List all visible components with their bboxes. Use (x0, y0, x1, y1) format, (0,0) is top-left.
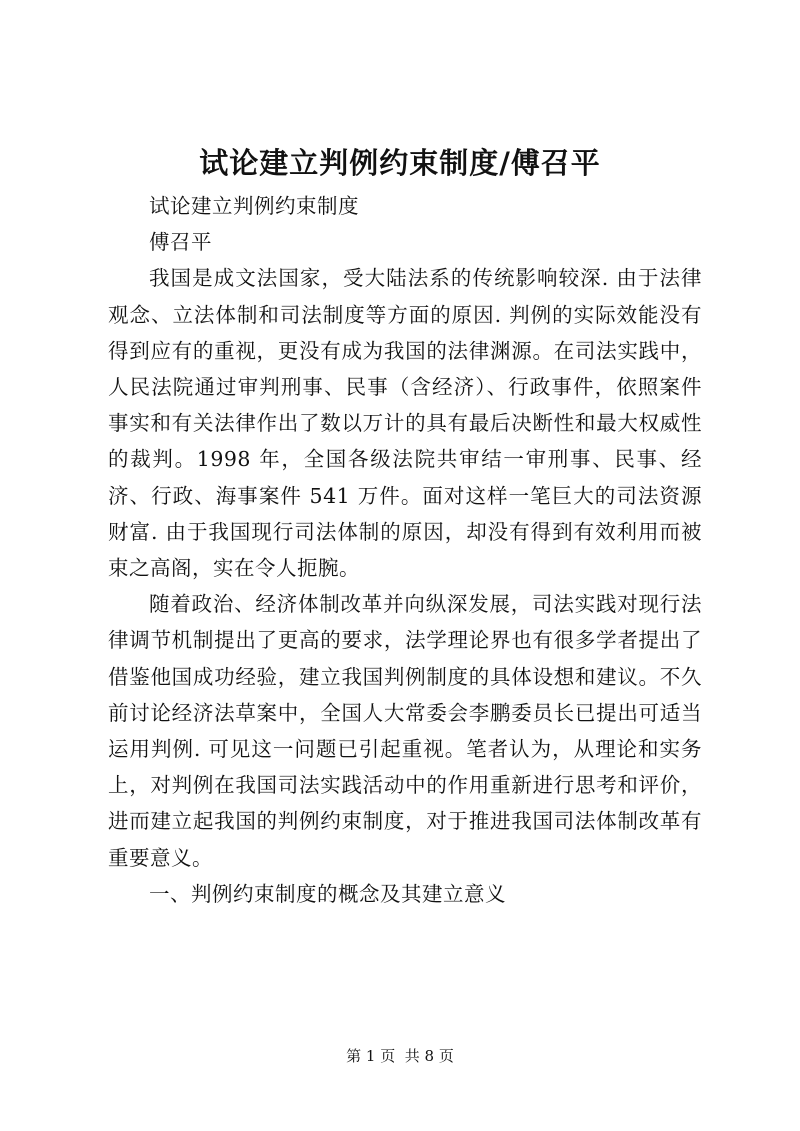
page-footer (0, 1046, 800, 1066)
document-title: 试论建立判例约束制度/傅召平 (199, 146, 601, 180)
paragraph-1: 我国是成文法国家，受大陆法系的传统影响较深. 由于法律观念、立法体制和司法制度等方面的原因. 判例的实际效能没有得到应有的重视，更没有成为我国的法律渊源。在司法实践中，人民法院通过审判刑事、民事（含经济）、行政事件，依照案件事实和有关法律作出了数以万计的具有最后决断性和最大权威性的裁判。1998 年，全国各级法院共审结一审刑事、民事、经济、行政、海事案件 541 万件。面对这样一笔巨大的司法资源财富. 由于我国现行司法体制的原因，却没有得到有效利用而被束之高阁，实在令人扼腕。 (108, 266, 702, 581)
document-author: 傅召平 (149, 230, 212, 255)
page-number: 第 1 页 (346, 1047, 396, 1065)
document-body (108, 188, 702, 912)
document-subtitle: 试论建立判例约束制度 (149, 194, 359, 218)
section-heading: 一、判例约束制度的概念及其建立意义 (149, 881, 506, 906)
paragraph-2: 随着政治、经济体制改革并向纵深发展，司法实践对现行法律调节机制提出了更高的要求，法学理论界也有很多学者提出了借鉴他国成功经验，建立我国判例制度的具体设想和建议。不久前讨论经济法草案中，全国人大常委会李鹏委员长已提出可适当运用判例. 可见这一问题已引起重视。笔者认为，从理论和实务上，对判例在我国司法实践活动中的作用重新进行思考和评价，进而建立起我国的判例约束制度，对于推进我国司法体制改革有重要意义。 (108, 592, 702, 870)
page-total: 共 8 页 (404, 1047, 454, 1065)
